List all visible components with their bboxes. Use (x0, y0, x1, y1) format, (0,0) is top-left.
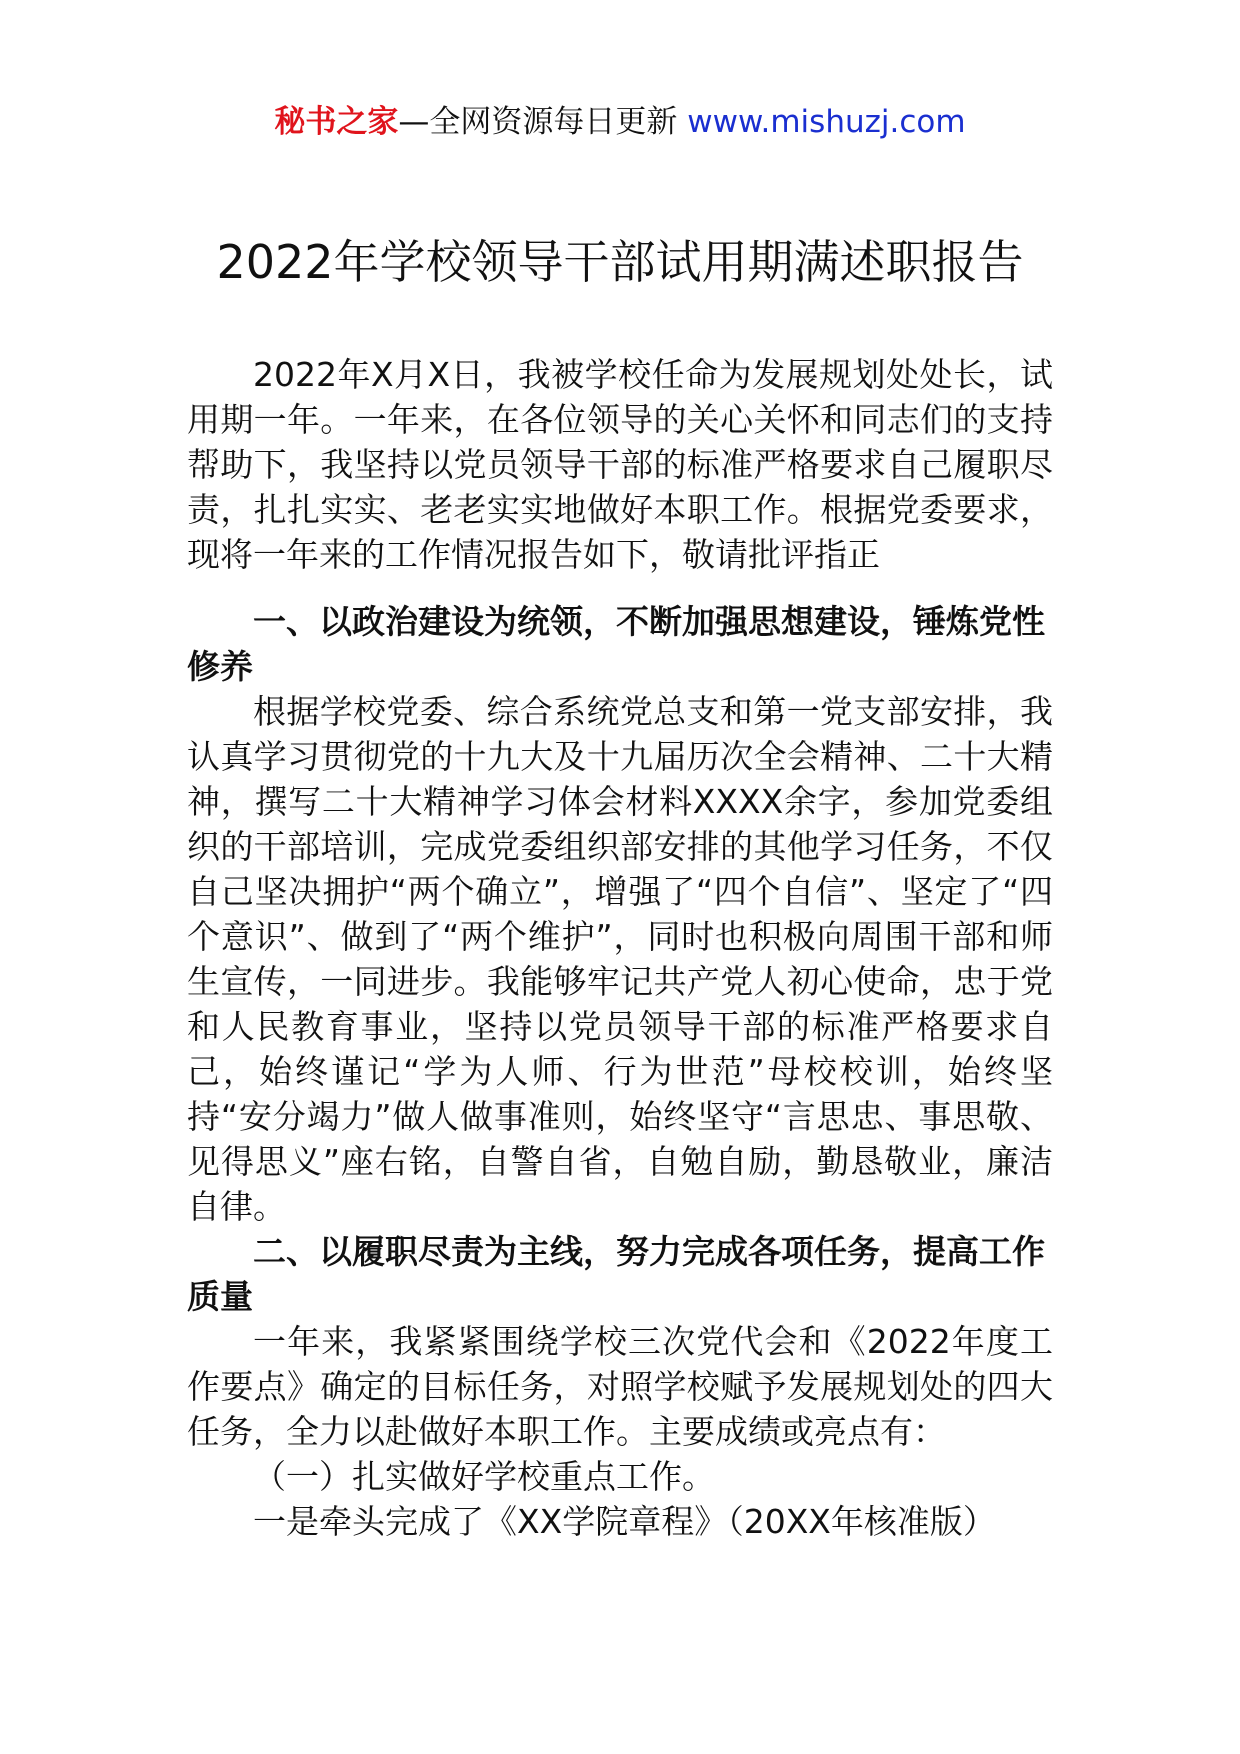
section-1-paragraph: 根据学校党委、综合系统党总支和第一党支部安排，我认真学习贯彻党的十九大及十九届历次全会精神、二十大精神，撰写二十大精神学习体会材料XXXX余字，参加党委组织的干部培训，完成党委组织部安排的其他学习任务，不仅自己坚决拥护“两个确立”，增强了“四个自信”、坚定了“四个意识”、做到了“两个维护”，同时也积极向周围干部和师生宣传，一同进步。我能够牢记共产党人初心使命，忠于党和人民教育事业，坚持以党员领导干部的标准严格要求自己，始终谨记“学为人师、行为世范”母校校训，始终坚持“安分竭力”做人做事准则，始终坚守“言思忠、事思敬、见得思义”座右铭，自警自省，自勉自励，勤恳敬业，廉洁自律。 (187, 692, 1053, 1226)
site-url-link[interactable]: www.mishuzj.com (687, 104, 966, 140)
site-brand: 秘书之家 (274, 104, 399, 140)
site-header (0, 100, 1240, 144)
section-2-paragraph: 一年来，我紧紧围绕学校三次党代会和《2022年度工作要点》确定的目标任务，对照学校赋予发展规划处的四大任务，全力以赴做好本职工作。主要成绩或亮点有： (187, 1322, 1053, 1451)
section-1-heading: 一、以政治建设为统领，不断加强思想建设，锤炼党性修养 (187, 602, 1045, 686)
intro-paragraph: 2022年X月X日，我被学校任命为发展规划处处长，试用期一年。一年来，在各位领导的关心关怀和同志们的支持帮助下，我坚持以党员领导干部的标准严格要求自己履职尽责，扎扎实实、老老实实地做好本职工作。根据党委要求，现将一年来的工作情况报告如下，敬请批评指正 (187, 355, 1053, 574)
subsection-1-heading: （一）扎实做好学校重点工作。 (253, 1457, 715, 1496)
section-2-heading: 二、以履职尽责为主线，努力完成各项任务，提高工作质量 (187, 1232, 1045, 1316)
document-body (187, 352, 1053, 1544)
item-1-paragraph: 一是牵头完成了《XX学院章程》（20XX年核准版） (253, 1502, 996, 1541)
document-title: 2022年学校领导干部试用期满述职报告 (216, 235, 1024, 289)
site-tagline: —全网资源每日更新 (398, 104, 688, 140)
